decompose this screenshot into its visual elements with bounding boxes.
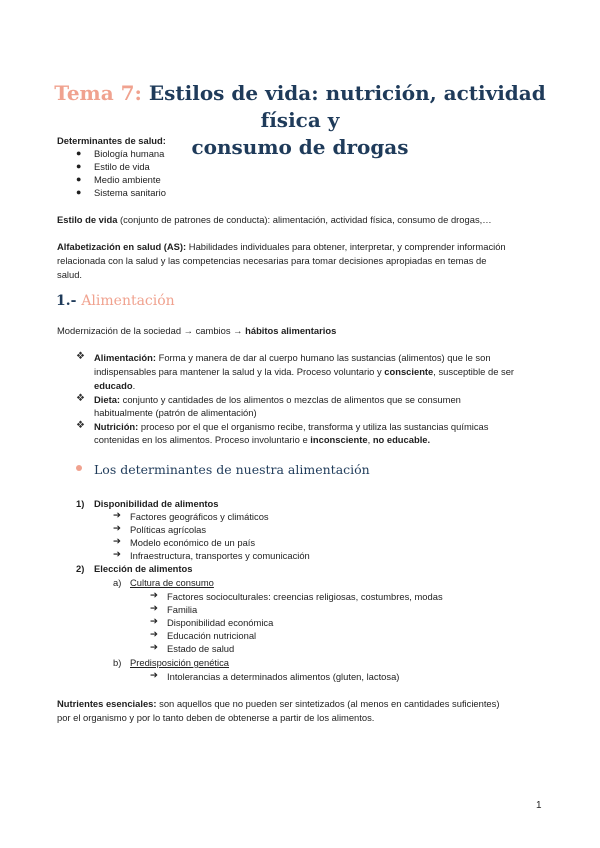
predisposicion-heading: Predisposición genética	[130, 657, 230, 668]
estilo-term: Estilo de vida	[57, 214, 118, 225]
arrow-right-icon: ➔	[150, 616, 158, 627]
arrow-right-icon: ➔	[150, 642, 158, 653]
eleccion-heading: Elección de alimentos	[94, 563, 193, 574]
alimentacion-def-line2	[94, 366, 514, 379]
dieta-term: Dieta:	[94, 394, 121, 405]
page-number: 1	[536, 800, 542, 811]
title-line1: Estilos de vida: nutrición, actividad física y	[141, 81, 546, 132]
nutrientes-line1	[57, 698, 499, 711]
bullet-icon: ●	[76, 187, 82, 197]
nutricion-text: contenidas en los alimentos. Proceso involuntario e	[94, 434, 311, 445]
alfabetizacion-line3: salud.	[57, 269, 83, 280]
list-item: Modelo económico de un país	[130, 537, 256, 548]
diamond-bullet-icon: ❖	[76, 393, 85, 404]
educado-bold: educado	[94, 380, 133, 391]
section-title: Alimentación	[81, 293, 175, 309]
nutricion-text: ,	[367, 434, 373, 445]
list-item: Familia	[167, 604, 198, 615]
diamond-bullet-icon: ❖	[76, 420, 85, 431]
inconsciente-bold: inconsciente	[310, 434, 368, 445]
nutricion-term: Nutrición:	[94, 421, 139, 432]
nutricion-def-line2	[94, 434, 430, 447]
nutricion-text: proceso por el que el organismo recibe, transforma y utiliza las sustancias químicas	[138, 421, 489, 432]
arrow-right-icon: ➔	[113, 536, 121, 547]
alimentacion-def-line1	[94, 352, 491, 365]
arrow-right-icon: ➔	[150, 603, 158, 614]
estilo-text: (conjunto de patrones de conducta): alimentación, actividad física, consumo de drogas,…	[117, 214, 492, 225]
alimentacion-text: Forma y manera de dar al cuerpo humano las sustancias (alimentos) que le son	[156, 352, 491, 363]
list-item: Estado de salud	[167, 643, 235, 654]
alimentacion-def-line3	[94, 380, 135, 393]
dieta-def-line2: habitualmente (patrón de alimentación)	[94, 407, 257, 418]
arrow-right-icon: ➔	[150, 590, 158, 601]
modernizacion-text: Modernización de la sociedad → cambios →	[57, 325, 246, 336]
bullet-icon: ●	[76, 161, 82, 171]
consciente-bold: consciente	[384, 366, 434, 377]
list-letter: a)	[113, 577, 122, 588]
alfabetizacion-text: Habilidades individuales para obtener, interpretar, y comprender información	[186, 241, 506, 252]
nutrientes-text: son aquellos que no pueden ser sintetizados (al menos en cantidades suficientes)	[156, 698, 500, 709]
title-line2: consumo de drogas	[191, 135, 409, 159]
list-item: Educación nutricional	[167, 630, 257, 641]
determinante-item: Estilo de vida	[94, 161, 150, 172]
arrow-right-icon: ➔	[150, 629, 158, 640]
list-item: Infraestructura, transportes y comunicación	[130, 550, 310, 561]
determinante-item: Medio ambiente	[94, 174, 161, 185]
dieta-def-line1	[94, 394, 461, 407]
alimentacion-text: , susceptible de ser	[433, 366, 515, 377]
no-educable-bold: no educable.	[372, 434, 431, 445]
title-number: Tema 7:	[54, 81, 142, 105]
list-item: Disponibilidad económica	[167, 617, 274, 628]
alfabetizacion-line1	[57, 241, 506, 254]
estilo-de-vida-paragraph	[57, 214, 492, 227]
nutricion-def-line1	[94, 421, 488, 434]
nutrientes-term: Nutrientes esenciales:	[57, 698, 157, 709]
alimentacion-text: .	[132, 380, 136, 391]
bullet-icon: ●	[76, 174, 82, 184]
list-item: Políticas agrícolas	[130, 524, 207, 535]
determinante-item: Biología humana	[94, 148, 165, 159]
list-number: 1)	[76, 498, 85, 509]
alfabetizacion-term: Alfabetización en salud (AS):	[57, 241, 187, 252]
list-item: Intolerancias a determinados alimentos (gluten, lactosa)	[167, 671, 400, 682]
alimentacion-term: Alimentación:	[94, 352, 156, 363]
arrow-right-icon: ➔	[113, 523, 121, 534]
diamond-bullet-icon: ❖	[76, 351, 85, 362]
modernizacion-paragraph	[57, 325, 336, 338]
list-letter: b)	[113, 657, 122, 668]
cultura-heading: Cultura de consumo	[130, 577, 214, 588]
bullet-icon: ●	[76, 148, 82, 158]
list-item: Factores socioculturales: creencias religiosas, costumbres, modas	[167, 591, 443, 602]
alfabetizacion-line2: relacionada con la salud y las competencias necesarias para tomar decisiones apropiadas en temas de	[57, 255, 487, 266]
accent-bullet-icon	[76, 465, 82, 471]
disponibilidad-heading: Disponibilidad de alimentos	[94, 498, 219, 509]
arrow-right-icon: ➔	[113, 510, 121, 521]
list-item: Factores geográficos y climáticos	[130, 511, 269, 522]
modernizacion-bold: hábitos alimentarios	[245, 325, 337, 336]
arrow-right-icon: ➔	[150, 670, 158, 681]
list-number: 2)	[76, 563, 85, 574]
determinante-item: Sistema sanitario	[94, 187, 166, 198]
subsection-heading: Los determinantes de nuestra alimentación	[94, 462, 370, 477]
section-heading	[56, 293, 175, 309]
nutrientes-line2: por el organismo y por lo tanto deben de obtenerse a partir de los alimentos.	[57, 712, 375, 723]
section-number: 1.-	[56, 293, 82, 309]
arrow-right-icon: ➔	[113, 549, 121, 560]
alimentacion-text: indispensables para mantener la salud y la vida. Proceso voluntario y	[94, 366, 385, 377]
dieta-text: conjunto y cantidades de los alimentos o mezclas de alimentos que se consumen	[120, 394, 461, 405]
determinantes-heading: Determinantes de salud:	[57, 135, 166, 146]
